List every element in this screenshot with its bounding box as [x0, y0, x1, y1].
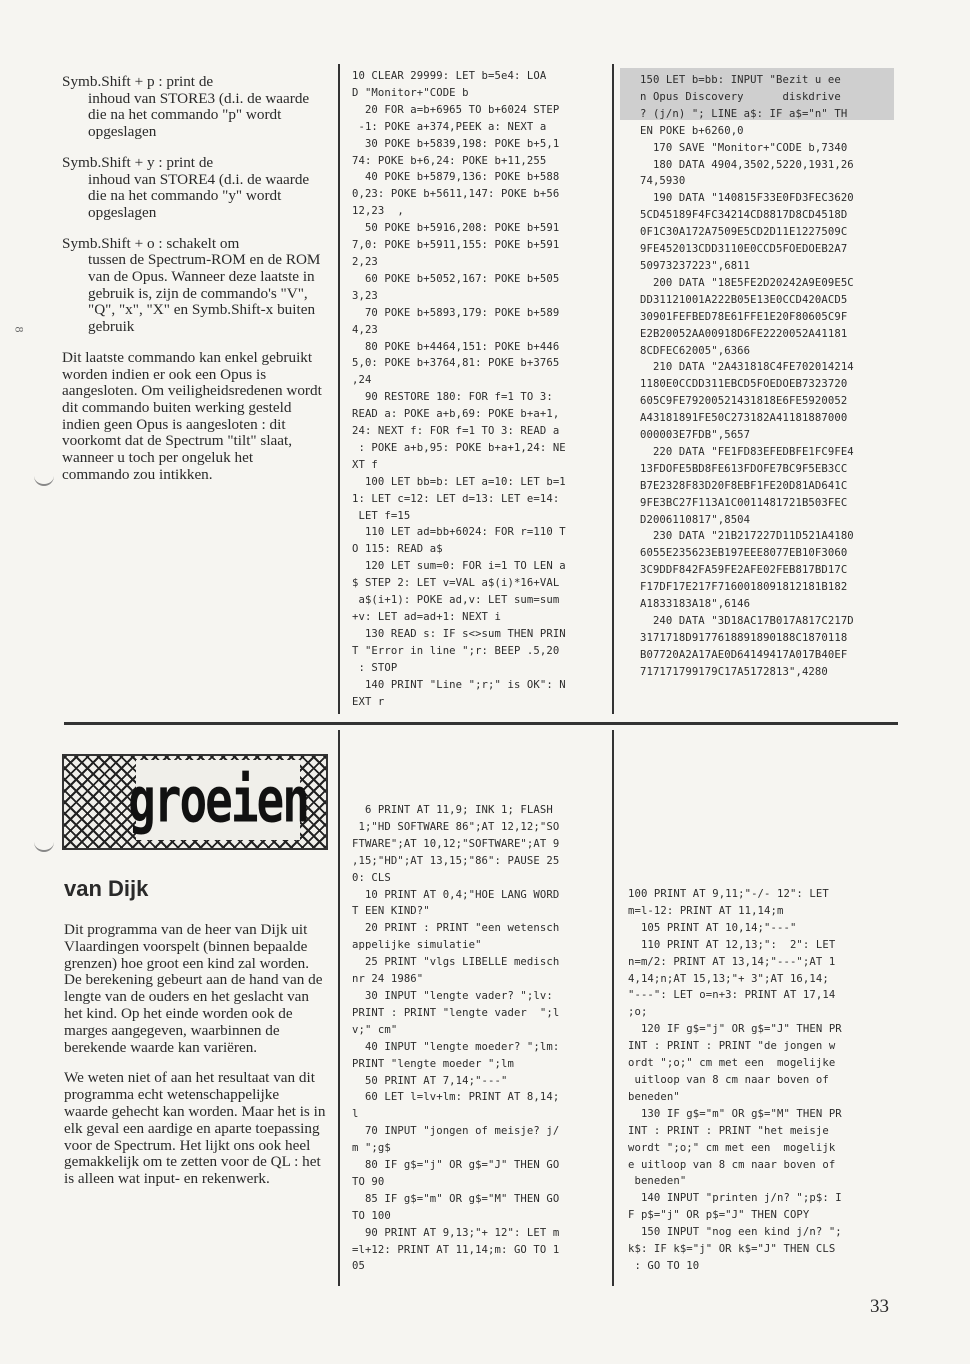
command-description: inhoud van STORE4 (d.i. de waarde die na het commando "y" wordt opgeslagen — [88, 170, 310, 221]
body-paragraph: Dit laatste commando kan enkel gebruikt worden indien er ook een Opus is aangesloten. Om veiligheidsredenen wordt dit commando buiten werking gesteld indien geen Opus is aangesloten : dit voorkomt dat de Spectrum "tilt" slaat, wanneer u toch per ongeluk het commando zou intikken. — [62, 348, 322, 483]
command-entry — [62, 236, 324, 336]
command-entry — [62, 74, 324, 141]
command-description: tussen de Spectrum-ROM en de ROM van de Opus. Wanneer deze laatste in gebruik is, zijn de commando's "V", "Q", "x", "X" en Symb.Shift-x buiten gebruik — [88, 251, 321, 336]
banner-title-box — [128, 760, 308, 840]
code-listing-right-bottom: 100 PRINT AT 9,11;"-/- 12": LET m=l-12: PRINT AT 11,14;m 105 PRINT AT 10,14;"---" 110 PRINT AT 12,13;": 2": LET n=m/2: PRINT AT 13,14;"---";AT 1 4,14;n;AT 15,13;"+ 3";AT 16,14; "---": LET o=n+3: PRINT AT 17,14 ;o; 120 IF g$="j" OR g$="J" THEN PR INT : PRINT : PRINT "de jongen w ordt ";o;" cm met een mogelijke uitloop van 8 cm naar boven of beneden" 130 IF g$="m" OR g$="M" THEN PR INT : PRINT : PRINT "het meisje wordt ";o;" cm met een mogelijk e uitloop van 8 cm naar boven of beneden" 140 INPUT "printen j/n? ";p$: I F p$="j" OR p$="J" THEN COPY 150 INPUT "nog een kind j/n? "; k$: IF k$="j" OR k$="J" THEN CLS : GO TO 10 — [628, 888, 842, 1272]
punch-hole-mark — [34, 470, 54, 486]
left-column-text — [62, 74, 324, 483]
article-paragraph: Dit programma van de heer van Dijk uit Vlaardingen voorspelt (binnen bepaalde grenzen) hoe groot een kind zal worden. De berekening gebeurt aan de hand van de lengte van de ouders en het geslacht van het kind. Op het einde worden ook de marges aangegeven, waarbinnen de berekende waarde kan variëren. — [64, 921, 323, 1056]
article-banner — [62, 754, 328, 850]
command-entry — [62, 155, 324, 222]
page-number: 33 — [870, 1296, 889, 1317]
column-rule-right-lower — [612, 730, 614, 1286]
command-key: Symb.Shift + o : schakelt om — [62, 234, 240, 252]
punch-hole-mark — [34, 836, 54, 852]
column-rule-left-lower — [338, 730, 340, 1286]
command-key: Symb.Shift + y : print de — [62, 153, 214, 171]
command-key: Symb.Shift + p : print de — [62, 73, 214, 90]
section-divider — [64, 722, 898, 725]
column-rule-right — [612, 64, 614, 714]
byline: van Dijk — [64, 876, 149, 901]
article-paragraph: We weten niet of aan het resultaat van dit programma echt wetenschappelijke waarde gehecht kan worden. Maar het is in elk geval een aardige en aparte toepassing voor de Spectrum. Het lijkt ons ook heel gemakkelijk om te zetten voor de QL : het is alleen wat input- en rekenwerk. — [64, 1069, 326, 1188]
code-listing-middle-bottom: 6 PRINT AT 11,9; INK 1; FLASH 1;"HD SOFTWARE 86";AT 12,12;"SO FTWARE";AT 10,12;"SOFTWARE";AT 9 ,15;"HD";AT 13,15;"86": PAUSE 25 0: CLS 10 PRINT AT 0,4;"HOE LANG WORD T EEN KIND?" 20 PRINT : PRINT "een wetensch appelijke simulatie" 25 PRINT "vlgs LIBELLE medisch nr 24 1986" 30 INPUT "lengte vader? ";lv: PRINT : PRINT "lengte vader ";l v;" cm" 40 INPUT "lengte moeder? ";lm: PRINT "lengte moeder ";lm 50 PRINT AT 7,14;"---" 60 LET l=lv+lm: PRINT AT 8,14; l 70 INPUT "jongen of meisje? j/ m ";g$ 80 IF g$="j" OR g$="J" THEN GO TO 90 85 IF g$="m" OR g$="M" THEN GO TO 100 90 PRINT AT 9,13;"+ 12": LET m =l+12: PRINT AT 11,14;m: GO TO 1 05 — [352, 804, 560, 1273]
article-text — [64, 922, 326, 1202]
code-listing-right-top: 150 LET b=bb: INPUT "Bezit u ee n Opus Discovery diskdrive ? (j/n) "; LINE a$: IF a$="n" TH EN POKE b+6260,0 170 SAVE "Monitor+"CODE b,7340 180 DATA 4904,3502,5220,1931,26 74,5930 190 DATA "140815F33E0FD3FEC3620 5CD45189F4FC34214CD8817D8CD4518D 0F1C30A172A7509E5CD2D11E1227509C 9FE452013CDD3110E0CCD5FOEDOEB2A7 50973237223",6811 200 DATA "18E5FE2D20242A9E09E5C DD31121001A222B05E13E0CCD420ACD5 30901FEFBED78E61FFE1E20F80605C9F E2B20052AA00918D6FE2220052A41181 8CDFEC62005",6366 210 DATA "2A431818C4FE702014214 1180E0CCDD311EBCD5FOEDOEB7323720 605C9FE79200521431818E6FE5920052 A43181891FE50C273182A41181887000 000003E7FDB",5657 220 DATA "FE1FD83EFEDBFE1FC9FE4 13FDOFE5BD8FE613FDOFE7BC9F5EB3CC B7E2328F83D20F8EBF1FE20D81AD641C 9FE3BC27F113A1C0011481721B503FEC D2006110817",8504 230 DATA "21B217227D11D521A4180 6055E235623EB197EEE8077EB10F3060 3C9DDF842FA59FE2AFE02FEB817BD17C F17DF17E217F7160018091812181B182 A1833183A18",6146 240 DATA "3D18AC17B017A817C217D 3171718D9177618891890188C1870118 B07720A2A17AE0D64149417A017B40EF 717171799179C17A5172813",4280 — [640, 74, 854, 678]
command-description: inhoud van STORE3 (d.i. de waarde die na het commando "p" wordt opgeslagen — [88, 89, 310, 141]
margin-mark: 8 — [12, 326, 27, 333]
column-rule-left — [338, 64, 340, 714]
code-listing-middle-top: 10 CLEAR 29999: LET b=5e4: LOA D "Monitor+"CODE b 20 FOR a=b+6965 TO b+6024 STEP -1: POKE a+374,PEEK a: NEXT a 30 POKE b+5839,198: POKE b+5,1 74: POKE b+6,24: POKE b+11,255 40 POKE b+5879,136: POKE b+588 0,23: POKE b+5611,147: POKE b+56 12,23 , 50 POKE b+5916,208: POKE b+591 7,0: POKE b+5911,155: POKE b+591 2,23 60 POKE b+5052,167: POKE b+505 3,23 70 POKE b+5893,179: POKE b+589 4,23 80 POKE b+4464,151: POKE b+446 5,0: POKE b+3764,81: POKE b+3765 ,24 90 RESTORE 180: FOR f=1 TO 3: READ a: POKE a+b,69: POKE b+a+1, 24: NEXT f: FOR f=1 TO 3: READ a : POKE a+b,95: POKE b+a+1,24: NE XT f 100 LET bb=b: LET a=10: LET b=1 1: LET c=12: LET d=13: LET e=14: LET f=15 110 LET ad=bb+6024: FOR r=110 T O 115: READ a$ 120 LET sum=0: FOR i=1 TO LEN a $ STEP 2: LET v=VAL a$(i)*16+VAL a$(i+1): POKE ad,v: LET sum=sum +v: LET ad=ad+1: NEXT i 130 READ s: IF s<>sum THEN PRIN T "Error in line ";r: BEEP .5,20 : STOP 140 PRINT "Line ";r;" is OK": N EXT r — [352, 70, 566, 708]
banner-title: groeien — [128, 763, 308, 837]
